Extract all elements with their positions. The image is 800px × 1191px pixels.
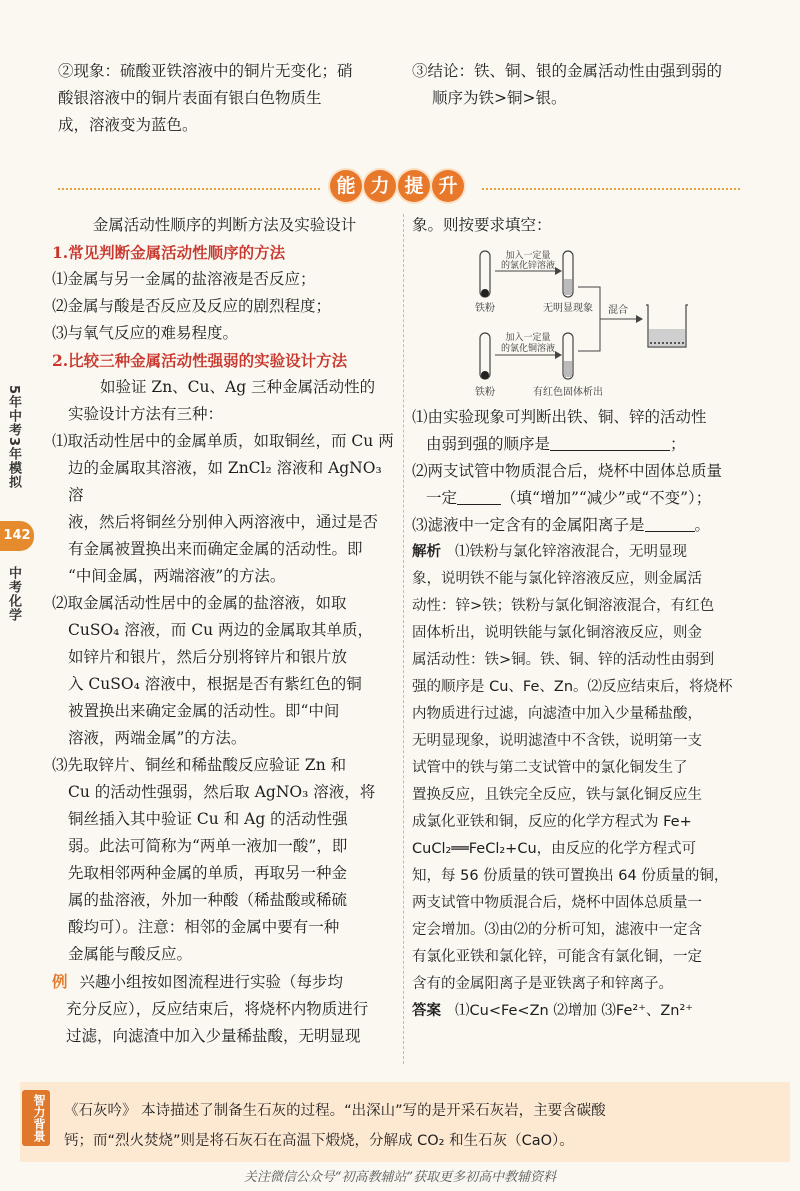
solution-fill-1 [564, 279, 572, 295]
solution-fill-2 [564, 361, 572, 377]
arrow-head-1 [555, 267, 562, 275]
banner-char: 提 [398, 170, 430, 202]
subject-label: 中考化学 [6, 566, 21, 622]
add-label-1: 加入一定量 [505, 251, 551, 261]
question-1a: ⑴由实验现象可判断出铁、铜、锌的活动性 [412, 408, 707, 426]
text-line: Cu 的活动性强弱，然后取 AgNO₃ 溶液，将 [68, 783, 376, 801]
design-b [52, 590, 397, 752]
text-line: 试管中的铁与第二支试管中的氯化铜发生了 [412, 760, 688, 776]
text-line: 如锌片和银片，然后分别将锌片和银片放 [68, 648, 348, 666]
background-text [64, 1096, 784, 1156]
section-banner [330, 170, 470, 206]
solution-label-1: 的氯化锌溶液 [500, 261, 556, 271]
banner-divider-left [58, 188, 320, 190]
design-a [52, 428, 397, 590]
analysis [412, 539, 757, 998]
example [52, 968, 397, 1050]
banner-divider-right [482, 188, 740, 190]
text-line: 被置换出来确定金属的活动性。即“中间 [68, 702, 340, 720]
heading-1: 1.常见判断金属活动性顺序的方法 [52, 243, 286, 262]
text-line: 两支试管中物质混合后，烧杯中固体总质量一 [412, 895, 702, 911]
iron-powder-1 [481, 289, 489, 297]
continued-text: 象。则按要求填空： [412, 216, 552, 234]
iron-label-1: 铁粉 [475, 303, 495, 314]
book-title: 5年中考3年模拟 [6, 385, 21, 490]
mix-label: 混合 [608, 305, 628, 316]
banner-char: 力 [364, 170, 396, 202]
text-line: 铜丝插入其中验证 Cu 和 Ag 的活动性强 [68, 810, 348, 828]
text-line: 象，说明铁不能与氯化锌溶液反应，则金属活 [412, 571, 702, 587]
questions [412, 404, 757, 1025]
mix-bracket [578, 287, 600, 351]
text-line: 成氯化亚铁和铜，反应的化学方程式为 Fe+ [412, 814, 692, 830]
text-line: 强的顺序是 Cu、Fe、Zn。⑵反应结束后，将烧杯 [412, 679, 733, 695]
text-line: 入 CuSO₄ 溶液中，根据是否有紫红色的铜 [68, 675, 362, 693]
answer-key-text: ⑴Cu<Fe<Zn ⑵增加 ⑶Fe²⁺、Zn²⁺ [455, 1003, 693, 1019]
text-line: ③结论：铁、铜、银的金属活动性由强到弱的 [412, 62, 723, 80]
method-2: ⑵金属与酸是否反应及反应的剧烈程度； [52, 297, 332, 315]
arrow-head-3 [636, 315, 643, 323]
intro-line: 实验设计方法有三种： [68, 405, 224, 423]
text-line: 有金属被置换出来而确定金属的活动性。即 [68, 540, 363, 558]
intro-line: 如验证 Zn、Cu、Ag 三种金属活动性的 [100, 378, 376, 396]
question-1b [412, 431, 757, 458]
text: （填“增加”“减少”或“不变”）； [501, 489, 712, 507]
answer-key-label: 答案 [412, 1003, 441, 1019]
top-left-block [58, 58, 398, 139]
text-line: ⑵取金属活动性居中的金属的盐溶液，如取 [52, 594, 347, 612]
text-line: 固体析出，说明铁能与氯化铜溶液反应，则金 [412, 625, 702, 641]
design-c [52, 752, 397, 968]
text-line: 顺序为铁>铜>银。 [432, 89, 567, 107]
sidebar [0, 385, 26, 489]
text-line: ⑶先取锌片、铜丝和稀盐酸反应验证 Zn 和 [52, 756, 347, 774]
answer-blank-1[interactable] [550, 434, 670, 451]
text-line: 内物质进行过滤，向滤渣中加入少量稀盐酸， [412, 706, 702, 722]
text-line: ②现象：硫酸亚铁溶液中的铜片无变化；硝 [58, 62, 353, 80]
footer-note: 关注微信公众号“初高教辅站”获取更多初高中教辅资料 [243, 1170, 557, 1185]
iron-label-2: 铁粉 [475, 387, 495, 398]
add-label-2: 加入一定量 [505, 333, 551, 343]
text-line: 定会增加。⑶由⑵的分析可知，滤液中一定含 [412, 922, 702, 938]
text: ； [670, 435, 686, 453]
text-line: ⑴铁粉与氯化锌溶液混合，无明显现 [455, 544, 687, 560]
text-line: 溶液，两端金属”的方法。 [68, 729, 247, 747]
banner-char: 能 [330, 170, 362, 202]
text-line: 弱。此法可简称为“两单一液加一酸”，即 [68, 837, 348, 855]
text-line: 液，然后将铜丝分别伸入两溶液中，通过是否 [68, 513, 379, 531]
observation-1: 无明显现象 [543, 303, 593, 314]
text-line: 充分反应），反应结束后，将烧杯内物质进行 [66, 1000, 369, 1018]
text-line: ⑴取活动性居中的金属单质，如取铜丝，而 Cu 两 [52, 432, 394, 450]
text-line: 金属能与酸反应。 [68, 945, 193, 963]
column-divider [403, 214, 404, 1064]
arrow-head-2 [555, 351, 562, 359]
method-3: ⑶与氧气反应的难易程度。 [52, 324, 239, 342]
background-label: 智力背景 [22, 1090, 50, 1146]
text-line: 无明显现象，说明滤渣中不含铁，说明第一支 [412, 733, 702, 749]
text: 。 [694, 516, 711, 534]
left-column [52, 212, 397, 1050]
banner-char: 升 [432, 170, 464, 202]
example-label: 例 [52, 972, 68, 991]
text-line: 属的盐溶液，外加一种酸（稀盐酸或稀硫 [68, 891, 348, 909]
text-line: 酸银溶液中的铜片表面有银白色物质生 [58, 89, 322, 107]
analysis-label: 解析 [412, 544, 441, 560]
text-line: 先取相邻两种金属的单质，再取另一种金 [68, 864, 348, 882]
text: 由弱到强的顺序是 [426, 435, 551, 453]
observation-2: 有红色固体析出 [533, 387, 603, 398]
text-line: 动性：锌>铁；铁粉与氯化铜溶液混合，有红色 [412, 598, 715, 614]
solution-label-2: 的氯化铜溶液 [500, 344, 556, 354]
text-line: 成，溶液变为蓝色。 [58, 116, 198, 134]
text-line: 《石灰吟》 本诗描述了制备生石灰的过程。“出深山”写的是开采石灰岩，主要含碳酸 [64, 1103, 606, 1119]
text-line: 过滤，向滤渣中加入少量稀盐酸，无明显现 [66, 1027, 361, 1045]
text-line: 兴趣小组按如图流程进行实验（每步均 [79, 973, 344, 991]
text-line: 酸均可）。注意：相邻的金属中要有一种 [68, 918, 340, 936]
text-line: CuSO₄ 溶液，而 Cu 两边的金属取其单质， [68, 621, 374, 639]
iron-powder-2 [481, 371, 489, 379]
text-line: 知，每 56 份质量的铁可置换出 64 份质量的铜， [412, 868, 729, 884]
answer-blank-2[interactable] [457, 488, 501, 505]
question-3 [412, 512, 757, 539]
top-right-block [412, 58, 752, 112]
text-line: 含有的金属阳离子是亚铁离子和锌离子。 [412, 976, 673, 992]
text-line: 置换反应，且铁完全反应，铁与氯化铜反应生 [412, 787, 702, 803]
text-line: 属活动性：铁>铜。铁、铜、锌的活动性由弱到 [412, 652, 715, 668]
experiment-diagram [450, 243, 700, 403]
text-line: 有氯化亚铁和氯化锌，可能含有氯化铜，一定 [412, 949, 702, 965]
text: 一定 [426, 489, 458, 507]
answer-blank-3[interactable] [645, 515, 695, 532]
method-1: ⑴金属与另一金属的盐溶液是否反应； [52, 270, 316, 288]
text: ⑶滤液中一定含有的金属阳离子是 [412, 516, 645, 534]
text-line: CuCl₂══FeCl₂+Cu，由反应的化学方程式可 [412, 841, 697, 857]
question-2b [412, 485, 757, 512]
text-line: 钙；而“烈火焚烧”则是将石灰石在高温下煅烧，分解成 CO₂ 和生石灰（CaO）。 [64, 1133, 574, 1149]
section-title: 金属活动性顺序的判断方法及实验设计 [92, 216, 357, 234]
page-number: 142 [0, 521, 34, 551]
text-line: “中间金属，两端溶液”的方法。 [68, 567, 286, 585]
answer-key [412, 998, 757, 1025]
text-line: 边的金属取其溶液，如 ZnCl₂ 溶液和 AgNO₃ 溶 [68, 459, 382, 504]
heading-2: 2.比较三种金属活动性强弱的实验设计方法 [52, 351, 348, 370]
question-2a: ⑵两支试管中物质混合后，烧杯中固体总质量 [412, 462, 723, 480]
right-column [412, 212, 757, 239]
